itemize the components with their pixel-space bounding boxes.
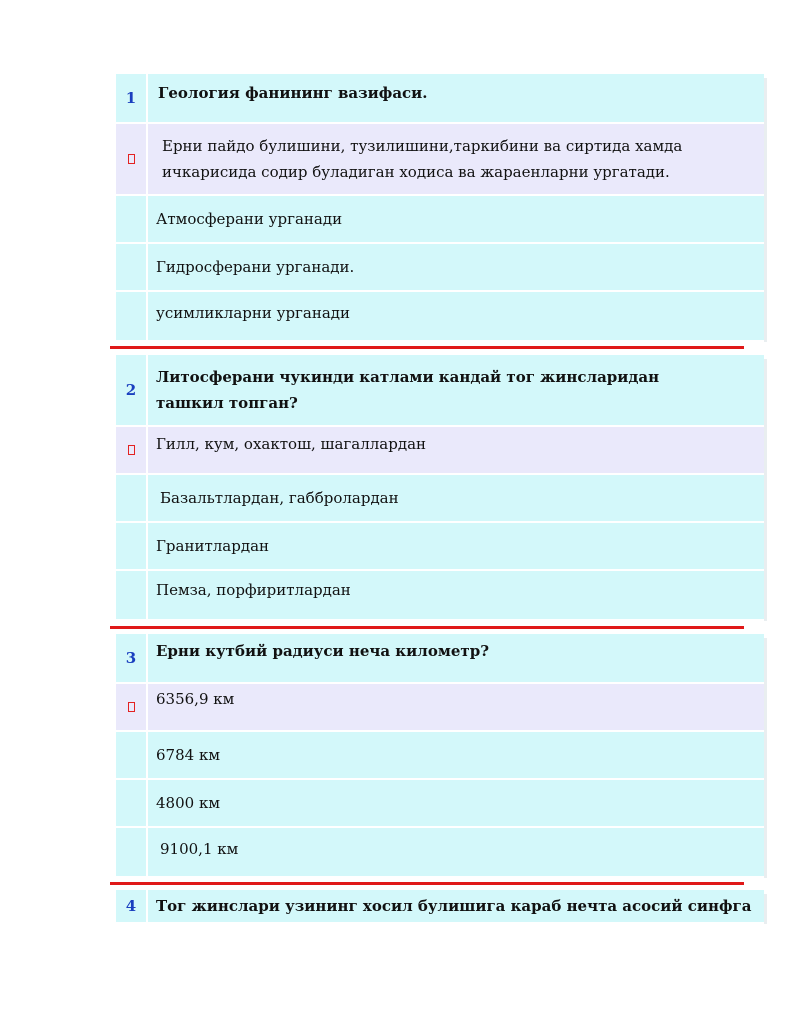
answer-text: Ерни пайдо булишини, тузилишини,таркибини ва сиртида хамда ичкарисида содир буладиган ходиса ва жараенларни ургатади. — [148, 124, 764, 194]
answer-row[interactable] — [116, 523, 764, 571]
question-row — [116, 890, 764, 924]
shadow — [764, 638, 767, 878]
question-text: Геология фанининг вазифаси. — [148, 74, 764, 122]
answer-text: Пемза, порфиритлардан — [148, 571, 764, 619]
correct-marker-cell — [116, 124, 148, 194]
answer-row[interactable] — [116, 828, 764, 878]
answer-text: Гидросферани урганади. — [148, 244, 764, 290]
marker-cell — [116, 523, 148, 569]
answer-row-correct[interactable] — [116, 427, 764, 475]
question-2 — [116, 355, 764, 621]
marker-cell — [116, 292, 148, 340]
shadow — [764, 894, 767, 924]
correct-marker-cell — [116, 684, 148, 730]
red-box-icon — [128, 702, 135, 712]
question-number: 3 — [116, 634, 148, 682]
answer-text: Базальтлардан, габбролардан — [148, 475, 764, 521]
question-text: Тог жинслари узининг хосил булишига караб нечта асосий синфга — [148, 890, 764, 922]
divider-line — [110, 346, 744, 349]
marker-cell — [116, 571, 148, 619]
answer-row[interactable] — [116, 244, 764, 292]
answer-row[interactable] — [116, 780, 764, 828]
answer-row[interactable] — [116, 571, 764, 621]
question-number: 2 — [116, 355, 148, 425]
red-box-icon — [128, 154, 135, 164]
marker-cell — [116, 475, 148, 521]
question-1 — [116, 74, 764, 342]
answer-text: 6784 км — [148, 732, 764, 778]
question-number: 1 — [116, 74, 148, 122]
answer-text: усимликларни урганади — [148, 292, 764, 340]
question-row — [116, 74, 764, 124]
shadow — [764, 78, 767, 342]
question-text: Литосферани чукинди катлами кандай тог жинсларидан ташкил топган? — [148, 355, 764, 425]
marker-cell — [116, 244, 148, 290]
divider-line — [110, 882, 744, 885]
marker-cell — [116, 732, 148, 778]
answer-row-correct[interactable] — [116, 124, 764, 196]
answer-text: Атмосферани урганади — [148, 196, 764, 242]
marker-cell — [116, 828, 148, 876]
answer-row[interactable] — [116, 732, 764, 780]
red-box-icon — [128, 445, 135, 455]
question-3 — [116, 634, 764, 878]
question-row — [116, 355, 764, 427]
answer-row-correct[interactable] — [116, 684, 764, 732]
answer-text: 9100,1 км — [148, 828, 764, 876]
question-text: Ерни кутбий радиуси неча километр? — [148, 634, 764, 682]
answer-text: 6356,9 км — [148, 684, 764, 730]
answer-row[interactable] — [116, 475, 764, 523]
question-number: 4 — [116, 890, 148, 922]
divider-line — [110, 626, 744, 629]
answer-row[interactable] — [116, 292, 764, 342]
marker-cell — [116, 196, 148, 242]
correct-marker-cell — [116, 427, 148, 473]
shadow — [764, 359, 767, 621]
question-row — [116, 634, 764, 684]
answer-text: Гилл, кум, охактош, шагаллардан — [148, 427, 764, 473]
answer-text: 4800 км — [148, 780, 764, 826]
question-4 — [116, 890, 764, 924]
answer-row[interactable] — [116, 196, 764, 244]
answer-text: Гранитлардан — [148, 523, 764, 569]
marker-cell — [116, 780, 148, 826]
